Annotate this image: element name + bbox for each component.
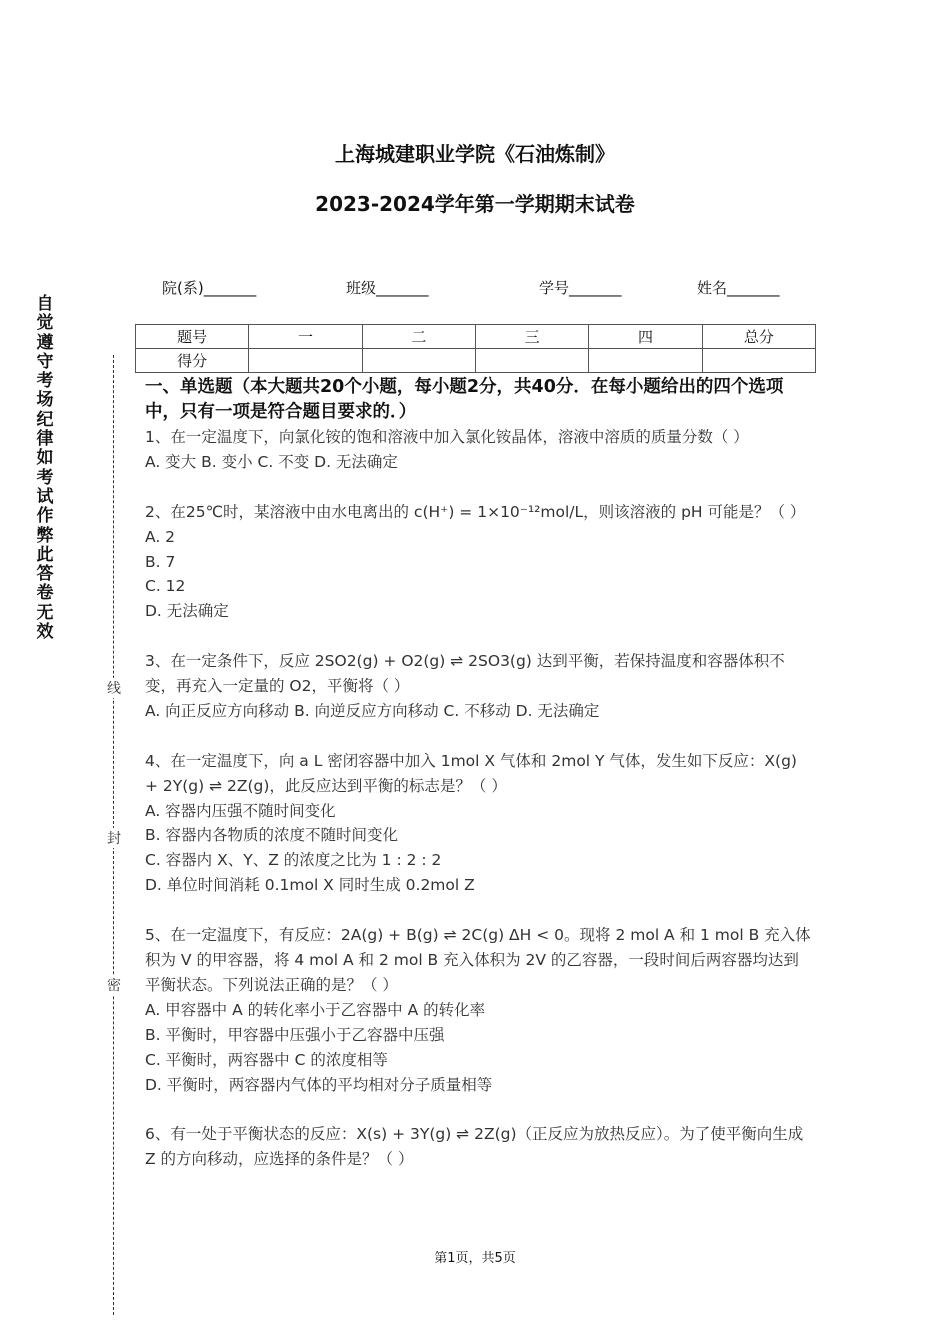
question-option: A. 变大 B. 变小 C. 不变 D. 无法确定 [145,452,398,471]
question-option: B. 7 [145,552,176,571]
seal-mark-secret: 密 [105,975,123,995]
question-stem: 5、在一定温度下，有反应：2A(g) + B(g) ⇌ 2C(g) ΔH < 0。现将 2 mol A 和 1 mol B 充入体积为 V 的甲容器，将 4 mol A 和 2 mol B 充入体积为 2V 的乙容器，一段时间后两容器均达到平衡状态。下列说法正确的是？（ ） [145,926,811,994]
spacer [145,724,813,749]
question-stem: 3、在一定条件下，反应 2SO2(g) + O2(g) ⇌ 2SO3(g) 达到平衡，若保持温度和容器体积不变，再充入一定量的 O2，平衡将（ ） [145,652,785,696]
score-table [135,324,816,373]
page-footer: 第1页，共5页 [434,1251,516,1266]
score-row [136,349,816,373]
question-option: A. 甲容器中 A 的转化率小于乙容器中 A 的转化率 [145,1000,486,1019]
score-cell [702,349,815,373]
spacer [145,1097,813,1122]
score-cell [362,349,475,373]
header-cell: 二 [362,325,475,349]
score-cell [475,349,588,373]
side-note: 自觉遵守考场纪律如考试作弊此答卷无效 [36,294,54,643]
question-option: C. 容器内 X、Y、Z 的浓度之比为 1 : 2 : 2 [145,851,442,870]
score-table-header [136,325,816,349]
header-cell: 一 [249,325,362,349]
question-option: B. 平衡时，甲容器中压强小于乙容器中压强 [145,1025,445,1044]
question-option: B. 容器内各物质的浓度不随时间变化 [145,826,398,845]
question-list [145,425,813,1172]
section-heading: 一、单选题（本大题共20个小题，每小题2分，共40分．在每小题给出的四个选项中，只有一项是符合题目要求的．） [145,377,784,422]
class-field: 班级_______ [346,279,429,297]
question-option: C. 平衡时，两容器中 C 的浓度相等 [145,1050,388,1069]
question-stem: 2、在25℃时，某溶液中由水电离出的 c(H⁺) = 1×10⁻¹²mol/L，则该溶液的 pH 可能是？（ ） [145,502,806,521]
seal-mark-seal: 封 [105,828,123,848]
score-cell [249,349,362,373]
spacer [145,898,813,923]
score-cell [589,349,702,373]
question-option: A. 2 [145,527,176,546]
spacer [145,475,813,500]
exam-title: 上海城建职业学院《石油炼制》 [335,142,615,166]
question-stem: 6、有一处于平衡状态的反应：X(s) + 3Y(g) ⇌ 2Z(g)（正反应为放热反应）。为了使平衡向生成 Z 的方向移动，应选择的条件是？（ ） [145,1125,804,1169]
header-cell: 四 [589,325,702,349]
spacer [145,624,813,649]
student-id-field: 学号_______ [539,279,622,297]
question-option: A. 容器内压强不随时间变化 [145,801,336,820]
header-cell: 总分 [702,325,815,349]
dept-field: 院(系)_______ [162,279,257,297]
row-label: 得分 [136,349,249,373]
header-cell: 三 [475,325,588,349]
question-option: C. 12 [145,577,186,596]
question-stem: 1、在一定温度下，向氯化铵的饱和溶液中加入氯化铵晶体，溶液中溶质的质量分数（ ） [145,428,749,446]
name-field: 姓名_______ [697,279,780,297]
question-stem: 4、在一定温度下，向 a L 密闭容器中加入 1mol X 气体和 2mol Y 气体，发生如下反应：X(g) + 2Y(g) ⇌ 2Z(g)，此反应达到平衡的标志是？（ ） [145,751,797,795]
question-option: D. 单位时间消耗 0.1mol X 同时生成 0.2mol Z [145,876,475,895]
question-option: D. 平衡时，两容器内气体的平均相对分子质量相等 [145,1075,493,1094]
exam-subtitle: 2023-2024学年第一学期期末试卷 [315,192,635,216]
header-cell: 题号 [136,325,249,349]
question-option: A. 向正反应方向移动 B. 向逆反应方向移动 C. 不移动 D. 无法确定 [145,701,600,720]
seal-mark-line: 线 [105,678,123,698]
question-option: D. 无法确定 [145,602,229,621]
